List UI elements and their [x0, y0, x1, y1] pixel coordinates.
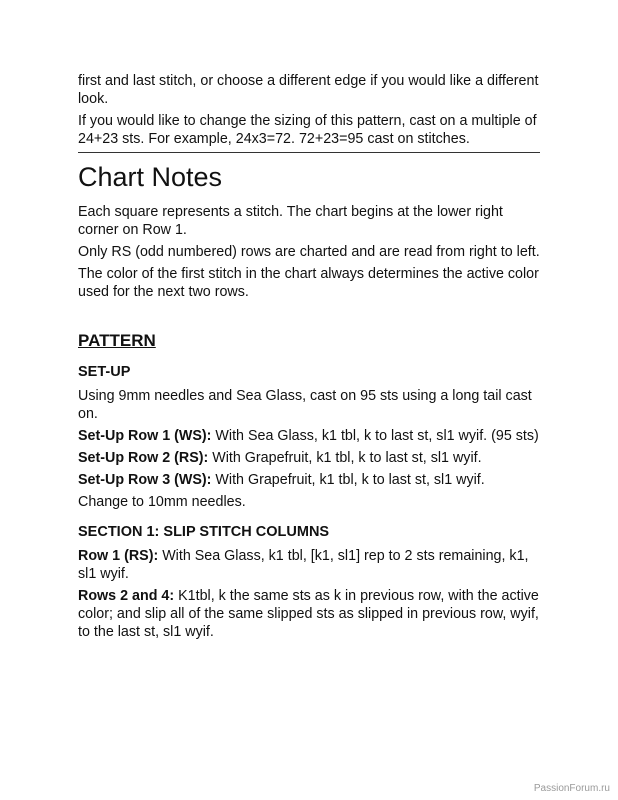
pattern-heading: PATTERN [78, 331, 156, 350]
setup-heading: SET-UP [78, 364, 131, 380]
setup-row-1-text: With Sea Glass, k1 tbl, k to last st, sl1 wyif. (95 sts) [211, 428, 539, 444]
section-1-row-1-label: Row 1 (RS): [78, 548, 159, 564]
page-content [78, 72, 540, 645]
section-1-rows-2-4 [78, 587, 540, 641]
watermark: PassionForum.ru [533, 783, 610, 794]
chart-notes-heading: Chart Notes [78, 162, 223, 192]
section-1-row-1-text: With Sea Glass, k1 tbl, [k1, sl1] rep to 2 sts remaining, k1, sl1 wyif. [78, 548, 529, 582]
setup-row-1-label: Set-Up Row 1 (WS): [78, 428, 212, 444]
section-1-rows-2-4-text: K1tbl, k the same sts as k in previous row, with the active color; and slip all of the same slipped sts as slipped in previous row, wyif, to the last st, sl1 wyif. [78, 588, 539, 640]
chart-notes-paragraph-color: The color of the first stitch in the chart always determines the active color used for the next two rows. [78, 266, 539, 300]
section-1-rows-2-4-label: Rows 2 and 4: [78, 588, 175, 604]
chart-notes-paragraph-rows: Only RS (odd numbered) rows are charted and are read from right to left. [78, 244, 540, 260]
setup-row-3-text: With Grapefruit, k1 tbl, k to last st, sl1 wyif. [211, 472, 485, 488]
setup-row-2 [78, 449, 540, 467]
section-1-heading: SECTION 1: SLIP STITCH COLUMNS [78, 524, 330, 540]
setup-row-1 [78, 427, 540, 445]
chart-notes-paragraph-square: Each square represents a stitch. The chart begins at the lower right corner on Row 1. [78, 204, 503, 238]
section-1-row-1 [78, 547, 540, 583]
change-needles-note: Change to 10mm needles. [78, 494, 246, 510]
setup-row-2-text: With Grapefruit, k1 tbl, k to last st, sl1 wyif. [208, 450, 482, 466]
setup-row-3 [78, 471, 540, 489]
intro-paragraph-sizing: If you would like to change the sizing of this pattern, cast on a multiple of 24+23 sts. For example, 24x3=72. 72+23=95 cast on stitches. [78, 113, 537, 147]
intro-paragraph-edge: first and last stitch, or choose a different edge if you would like a different look. [78, 73, 539, 107]
section-divider [78, 152, 540, 153]
setup-row-3-label: Set-Up Row 3 (WS): [78, 472, 212, 488]
setup-paragraph: Using 9mm needles and Sea Glass, cast on 95 sts using a long tail cast on. [78, 388, 532, 422]
setup-row-2-label: Set-Up Row 2 (RS): [78, 450, 209, 466]
